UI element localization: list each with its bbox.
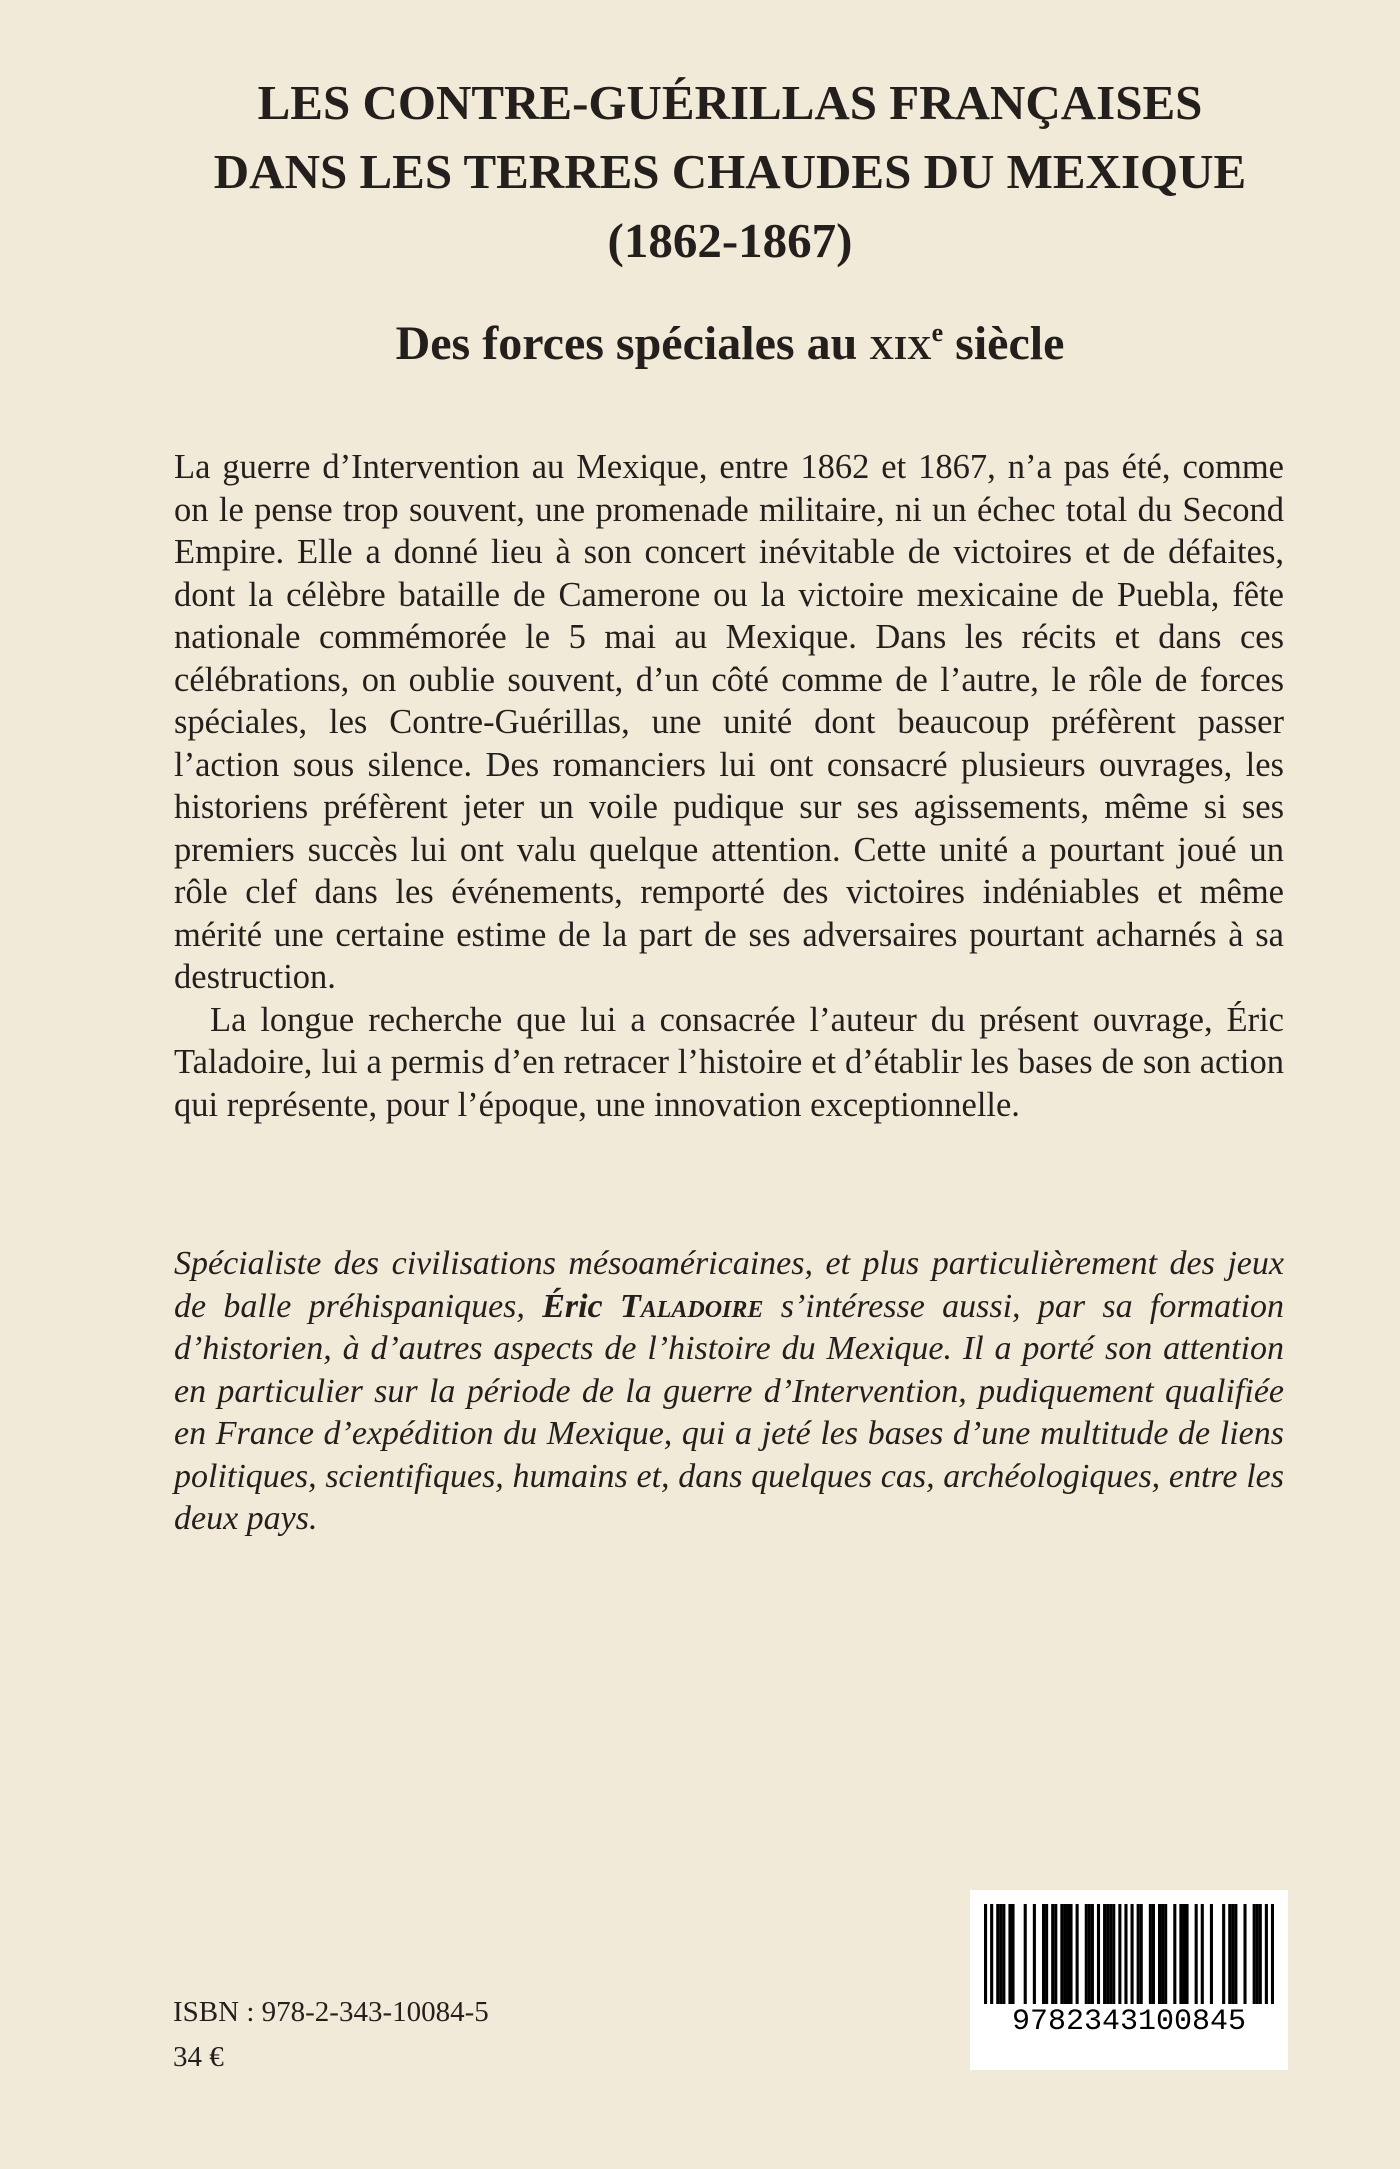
barcode-bar xyxy=(1234,1904,1237,2004)
barcode-bar xyxy=(1103,1904,1106,2004)
barcode-bar xyxy=(1118,1904,1121,2004)
barcode xyxy=(970,1890,1288,2070)
barcode-bar xyxy=(1152,1904,1155,2004)
barcode-bar xyxy=(1253,1904,1256,2004)
author-name xyxy=(542,1288,763,1325)
barcode-bar xyxy=(1164,1904,1167,2004)
subtitle-start: Des forces spéciales au xyxy=(395,317,870,370)
title-line-2: DANS LES TERRES CHAUDES DU MEXIQUE xyxy=(213,144,1247,199)
barcode-bar xyxy=(1066,1904,1069,2004)
barcode-bar xyxy=(1201,1904,1204,2004)
barcode-bar xyxy=(1024,1904,1027,2004)
barcode-bar xyxy=(1228,1904,1231,2004)
barcode-bar xyxy=(1182,1904,1185,2004)
barcode-bar xyxy=(1085,1904,1088,2004)
barcode-bar xyxy=(1091,1904,1094,2004)
barcode-bar xyxy=(1195,1904,1198,2004)
barcode-bar xyxy=(1265,1904,1268,2004)
barcode-bar xyxy=(1060,1904,1063,2004)
barcode-bar xyxy=(996,1904,999,2004)
barcode-bars xyxy=(984,1904,1274,2004)
barcode-bar xyxy=(1149,1904,1152,2004)
author-bio xyxy=(174,1243,1284,1541)
barcode-bar xyxy=(1051,1904,1054,2004)
barcode-bar xyxy=(1140,1904,1143,2004)
barcode-bar xyxy=(1002,1904,1005,2004)
synopsis-paragraph-2: La longue recherche que lui a consacrée l’auteur du présent ouvrage, Éric Taladoire, lui a permis d’en retracer l’histoire et d’établir les bases de son action qui représente, pour l’époque, une innovation exceptionnelle. xyxy=(174,1000,1284,1124)
barcode-bar xyxy=(1158,1904,1161,2004)
barcode-bar xyxy=(1069,1904,1072,2004)
author-bio-paragraph xyxy=(174,1243,1284,1541)
barcode-bar xyxy=(999,1904,1002,2004)
isbn: ISBN : 978-2-343-10084-5 xyxy=(173,1996,489,2028)
barcode-bar xyxy=(1011,1904,1014,2004)
barcode-bar xyxy=(1045,1904,1048,2004)
barcode-bar xyxy=(1256,1904,1259,2004)
subtitle-century: xix xyxy=(869,317,932,370)
subtitle-century-suffix: e xyxy=(931,318,944,347)
subtitle-end: siècle xyxy=(943,317,1065,370)
barcode-bar xyxy=(1109,1904,1112,2004)
barcode-bar xyxy=(1112,1904,1115,2004)
title-line-3: (1862-1867) xyxy=(607,213,853,268)
barcode-bar xyxy=(1008,1904,1011,2004)
price: 34 € xyxy=(173,2041,224,2073)
bio-start: Spécialiste des civilisations mésoaméricaines, et plus particulièrement des jeux de balle préhispaniques, xyxy=(174,1245,1284,1325)
barcode-bar xyxy=(1173,1904,1176,2004)
barcode-digits: 9782343100845 xyxy=(1011,2005,1247,2039)
synopsis xyxy=(174,446,1284,1126)
barcode-bar xyxy=(1124,1904,1127,2004)
barcode-bar xyxy=(1063,1904,1066,2004)
bio-end: s’intéresse aussi, par sa formation d’historien, à d’autres aspects de l’histoire du Mexique. Il a porté son attention en particulier sur la période de la guerre d’Intervention, pudiquement qualifiée en France d’expédition du Mexique, qui a jeté les bases d’une multitude de liens politiques, scientifiques, humains et, dans quelques cas, archéologiques, entre les deux pays. xyxy=(174,1287,1285,1537)
subtitle xyxy=(0,316,1400,371)
author-first-name: Éric xyxy=(542,1287,603,1325)
barcode-bar xyxy=(1042,1904,1045,2004)
barcode-bar xyxy=(1185,1904,1188,2004)
barcode-bar xyxy=(1179,1904,1182,2004)
barcode-bar xyxy=(1161,1904,1164,2004)
title-line-1: LES CONTRE-GUÉRILLAS FRANÇAISES xyxy=(257,75,1203,130)
barcode-bar xyxy=(1231,1904,1234,2004)
barcode-bar xyxy=(1222,1904,1225,2004)
barcode-bar xyxy=(1259,1904,1262,2004)
barcode-bar xyxy=(1097,1904,1100,2004)
synopsis-paragraph-1: La guerre d’Intervention au Mexique, entre 1862 et 1867, n’a pas été, comme on le pense trop souvent, une promenade militaire, ni un échec total du Second Empire. Elle a donné lieu à son concert inévitable de victoires et de défaites, dont la célèbre bataille de Camerone ou la victoire mexicaine de Puebla, fête nationale commémorée le 5 mai au Mexique. Dans les récits et dans ces célébrations, on oublie souvent, d’un côté comme de l’autre, le rôle de forces spéciales, les Contre-Guérillas, une unité dont beaucoup préfèrent passer l’action sous silence. Des romanciers lui ont consacré plusieurs ouvrages, les historiens préfèrent jeter un voile pudique sur ses agissements, même si ses premiers succès lui ont valu quelque attention. Cette unité a pourtant joué un rôle clef dans les événements, remporté des victoires indéniables et même mérité une certaine estime de la part de ses adversaires pourtant acharnés à sa destruction. xyxy=(174,448,1284,996)
author-last-name: Taladoire xyxy=(619,1287,764,1325)
barcode-bar xyxy=(984,1904,987,2004)
barcode-bar xyxy=(1088,1904,1091,2004)
barcode-bar xyxy=(1131,1904,1134,2004)
barcode-bar xyxy=(1271,1904,1274,2004)
barcode-bar xyxy=(1210,1904,1213,2004)
barcode-bar xyxy=(1033,1904,1036,2004)
barcode-bar xyxy=(1054,1904,1057,2004)
barcode-bar xyxy=(1243,1904,1246,2004)
barcode-bar xyxy=(1076,1904,1079,2004)
title-block xyxy=(0,68,1400,275)
barcode-bar xyxy=(1106,1904,1109,2004)
barcode-bar xyxy=(1137,1904,1140,2004)
barcode-bar xyxy=(990,1904,993,2004)
